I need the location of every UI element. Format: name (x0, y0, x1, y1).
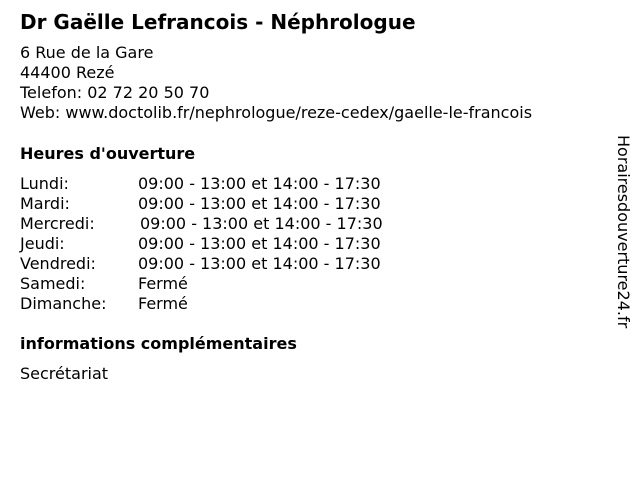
day-label: Lundi: (20, 174, 69, 193)
site-watermark: Horairesdouverture24.fr (614, 135, 633, 329)
hours-value: Fermé (138, 274, 188, 293)
day-label: Jeudi: (20, 234, 65, 253)
hours-value: 09:00 - 13:00 et 14:00 - 17:30 (138, 174, 381, 193)
city-postal-code: 44400 Rezé (20, 63, 115, 82)
day-label: Dimanche: (20, 294, 107, 313)
page-title: Dr Gaëlle Lefrancois - Néphrologue (20, 10, 416, 34)
phone-number: Telefon: 02 72 20 50 70 (20, 83, 210, 102)
opening-hours-heading: Heures d'ouverture (20, 144, 196, 163)
street-address: 6 Rue de la Gare (20, 43, 154, 62)
hours-value: 09:00 - 13:00 et 14:00 - 17:30 (138, 234, 381, 253)
hours-value: 09:00 - 13:00 et 14:00 - 17:30 (138, 194, 381, 213)
day-label: Samedi: (20, 274, 86, 293)
day-label: Vendredi: (20, 254, 96, 273)
hours-value: 09:00 - 13:00 et 14:00 - 17:30 (138, 254, 381, 273)
additional-info-heading: informations complémentaires (20, 334, 297, 353)
hours-value: 09:00 - 13:00 et 14:00 - 17:30 (140, 214, 383, 233)
address-block (20, 43, 532, 123)
website-url: Web: www.doctolib.fr/nephrologue/reze-cedex/gaelle-le-francois (20, 103, 533, 122)
additional-info-text: Secrétariat (20, 364, 109, 383)
hours-value: Fermé (138, 294, 188, 313)
day-label: Mercredi: (20, 214, 95, 233)
day-label: Mardi: (20, 194, 70, 213)
